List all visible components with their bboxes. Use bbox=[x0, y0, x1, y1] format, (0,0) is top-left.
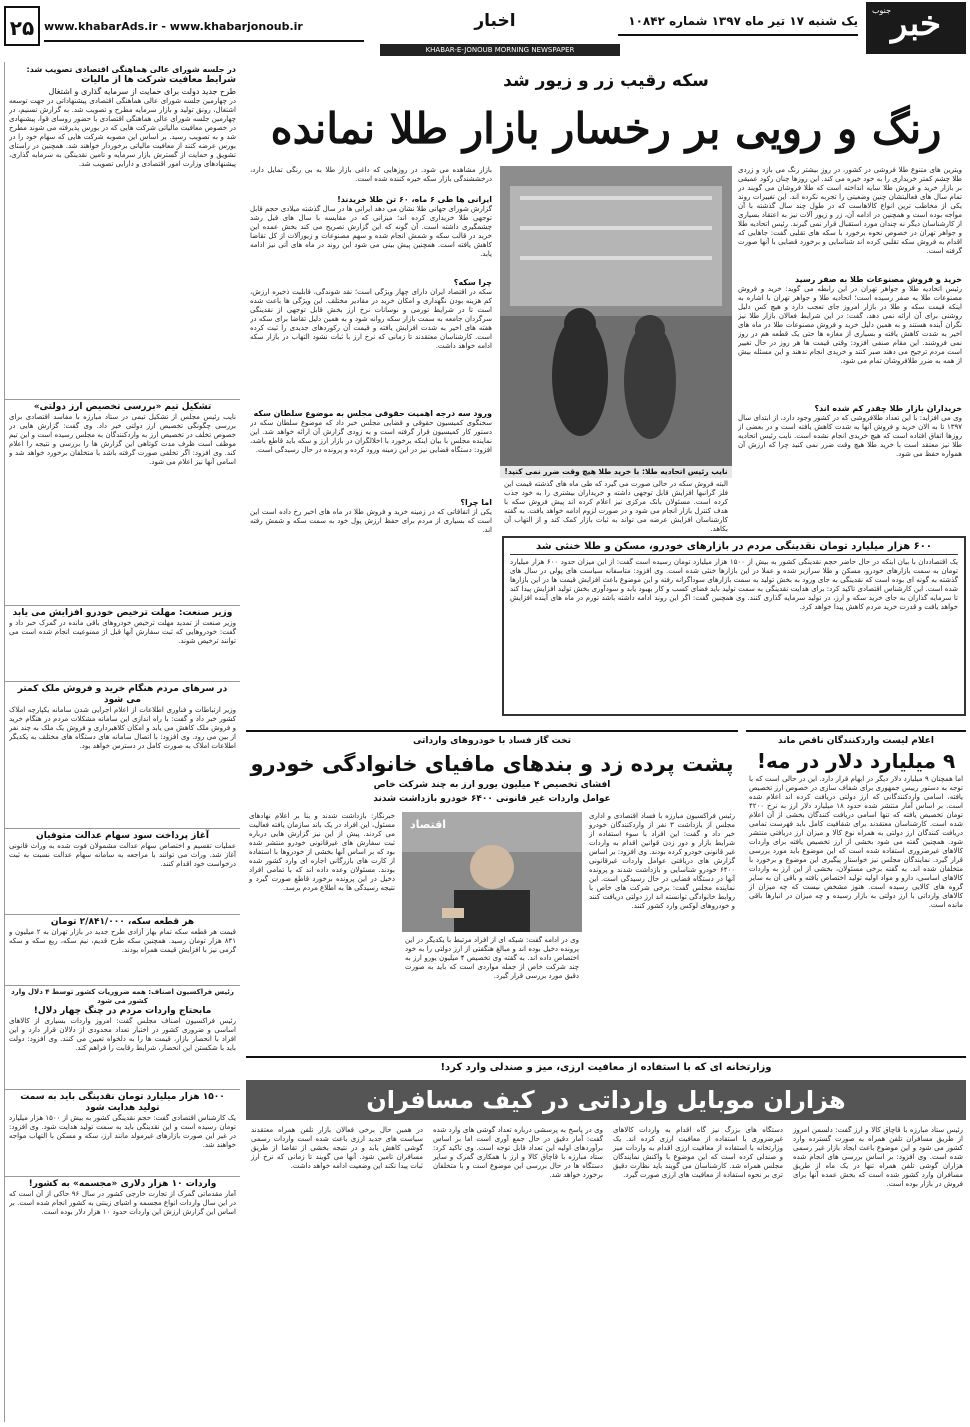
sidebar-article-7 bbox=[5, 985, 240, 1089]
page-number: ۲۵ bbox=[4, 6, 40, 46]
phone-col-2: دستگاه های بزرگ نیز گاه اقدام به واردات کالاهای غیرضروری با استفاده از معافیت ارزی کرده اند. یک وزارتخانه با استفاده از معافیت ارزی اقدام به واردات میز و صندلی کرده است که این موضوع با واکنش نمایندگان مجلس همراه شد. کارشناسان می گویند باید نظارت دقیق تری بر نحوه استفاده از معافیت های ارزی صورت گیرد. bbox=[613, 1126, 783, 1179]
article-title: در سرهای مردم هنگام خرید و فروش ملک کمتر می شود bbox=[17, 684, 228, 705]
date-line: یک شنبه ۱۷ تیر ماه ۱۳۹۷ شماره ۱۰۸۴۲ bbox=[618, 6, 858, 36]
sidebar-article-3 bbox=[5, 605, 240, 681]
article-body: گزارش شورای جهانی طلا نشان می دهد ایرانی ها در سال گذشته میلادی حجم قابل توجهی طلا خریداری کرده اند؛ میزانی که در مقایسه با سال های قبل رشد چشمگیری داشته است. آن گونه که این گزارش تصریح می کند بخش عمده این خرید در قالب سکه و شمش انجام شده و سهم مصنوعات و زیورآلات از کل تقاضا کاهش یافته است. همچنین پیش بینی می شود این روند در ماه های آتی نیز ادامه یابد. bbox=[250, 205, 492, 258]
dollar-story bbox=[746, 730, 966, 1050]
article-lead: رئیس فراکسیون اصناف: همه ضروریات کشور توسط ۴ دلال وارد کشور می شود bbox=[11, 988, 234, 1005]
gold-under-photo-text: البته فروش سکه در حالی صورت می گیرد که طی ماه های گذشته قیمت این فلز گرانبها افزایش قابل توجهی داشته و خریداران بیشتری را به خود جذب کرده است. مسئولان بانک مرکزی نیز اعلام کرده اند پیش فروش سکه با هدف کنترل بازار انجام می شود و در صورت لزوم ادامه خواهد یافت. به گفته کارشناسان افزایش عرضه می تواند به ثبات بازار کمک کند و از التهاب آن بکاهد. bbox=[504, 480, 728, 533]
article-body: عملیات تقسیم و اختصاص سهام عدالت مشمولان فوت شده به وراث قانونی آغاز شد. وراث می توانند با مراجعه به سامانه سهام عدالت نسبت به ثبت درخواست خود اقدام کنند. bbox=[9, 842, 236, 868]
article-body: رئیس اتحادیه طلا و جواهر تهران در این رابطه می گوید: خرید و فروش مصنوعات طلا به صفر رسیده است؛ اتحادیه طلا و جواهر تهران با اشاره به اینکه قیمت سکه و طلا در بازار امروز جای تعجب دارد و هیچ کس دلیل روشنی برای آن ارائه نمی دهد، گفت: در این شرایط فعالان بازار طلا نیز نگران آینده هستند و به همین دلیل خرید و فروش مصنوعات طلا در ماه های اخیر به شدت کاهش یافته و بسیاری از مغازه ها حتی یک قطعه هم در روز نمی فروشند. این مقام صنفی افزود: وقتی قیمت ها هر روز در حال تغییر است مردم ترجیح می دهند صبر کنند و خریدی انجام ندهند و این مسئله بیش از همه به ضرر طلافروشان تمام می شود. bbox=[738, 285, 962, 365]
article-subhead: چرا سکه؟ bbox=[453, 278, 492, 287]
article-body: رئیس فراکسیون اصناف مجلس گفت: امروز واردات بسیاری از کالاهای اساسی و ضروری کشور در اختیار تعداد محدودی از دلالان قرار دارد و این افراد با انحصار بازار، قیمت ها را به دلخواه تعیین می کنند. وی افزود: دولت باید با شکستن این انحصار، شرایط رقابت را فراهم کند. bbox=[9, 1017, 236, 1052]
phone-col-4: در همین حال برخی فعالان بازار تلفن همراه معتقدند سیاست های جدید ارزی باعث شده است واردات رسمی گوشی کاهش یابد و در نتیجه بخشی از تقاضا از طریق مسافران تامین شود. آنها می گویند تا زمانی که نرخ ارز ثبات پیدا نکند این وضعیت ادامه خواهد داشت. bbox=[251, 1126, 423, 1170]
gold-right-column bbox=[734, 166, 966, 518]
liquidity-headline: ۶۰۰ هزار میلیارد تومان نقدینگی مردم در بازارهای خودرو، مسکن و طلا خنثی شد bbox=[510, 541, 958, 555]
sidebar-article-2 bbox=[5, 399, 240, 605]
article-body: قیمت هر قطعه سکه تمام بهار آزادی طرح جدید در بازار تهران به ۲ میلیون و ۸۴۱ هزار تومان رسید. همچنین سکه طرح قدیم، نیم سکه، ربع سکه و سکه گرمی نیز با افزایش قیمت همراه بودند. bbox=[9, 928, 236, 954]
article-body: بازار مشاهده می شود. در روزهایی که داغی بازار طلا به بی رنگی تمایل دارد، درخششندگی بازار سکه خیره کننده شده است. bbox=[250, 166, 492, 183]
sidebar-article-6 bbox=[5, 914, 240, 985]
jewelry-shop-illustration bbox=[500, 166, 732, 466]
gold-kicker: سکه رقیب زر و زیور شد bbox=[503, 71, 709, 91]
article-subhead: ایرانی ها طی ۶ ماه، ۶۰ تن طلا خریدند! bbox=[337, 195, 492, 204]
liquidity-box bbox=[502, 536, 966, 716]
car-headline: پشت پرده زد و بندهای مافیای خانوادگی خودرو bbox=[250, 752, 734, 776]
car-kicker: تخت گاز فساد با خودروهای وارداتی bbox=[412, 736, 572, 746]
article-body: یکی از اتفاقاتی که در زمینه خرید و فروش طلا در ماه های اخیر رخ داده است این است که بسیاری از مردم برای حفظ ارزش پول خود به سمت سکه و شمش رفته اند. bbox=[250, 508, 492, 534]
dollar-body: اما همچنان ۹ میلیارد دلار دیگر در ابهام قرار دارد. این در حالی است که با توجه به دستور رییس جمهوری برای شفاف سازی در خصوص ارز تخصیص یافته، اسامی واردکنندگانی که ارز دولتی دریافت کرده اند اعلام شده است. بر اساس آمار منتشر شده حدود ۱۸ میلیارد دلار ارز به نرخ ۴۲۰۰ تومان تخصیص یافته که تنها اسامی دریافت کنندگان بخشی از آن اعلام شده است. کارشناسان معتقدند برای شفافیت کامل باید فهرست تمامی دریافت کنندگان ارز دولتی به همراه نوع کالا و میزان ارز دریافتی منتشر شود. همچنین گفته می شود بخشی از ارز تخصیص یافته برای واردات کالاهای غیرضروری استفاده شده است که این موضوع باید مورد بررسی قرار گیرد. نمایندگان مجلس نیز خواستار پیگیری این موضوع و برخورد با متخلفان شده اند. به گفته برخی مسئولان، بخشی از این ارز به واردات کالاهای اساسی، دارو و مواد اولیه تولید اختصاص یافته و باقی آن به سایر گروه های کالایی رسیده است. هنوز مشخص نیست که چه میزان از کالاهای وارداتی با ارز دولتی به بازار رسیده و چه میزان در انبارها باقی مانده است. bbox=[749, 775, 964, 909]
gold-headline: رنگ و رویی بر رخسار بازار طلا نمانده bbox=[270, 104, 942, 153]
article-title: هر قطعه سکه، ۲/۸۴۱/۰۰۰ تومان bbox=[50, 917, 195, 927]
article-title: تشکیل تیم «بررسی تخصیص ارز دولتی» bbox=[33, 402, 212, 412]
gold-shop-photo bbox=[500, 166, 732, 466]
article-body: سخنگوی کمیسیون حقوقی و قضایی مجلس خبر داد که موضوع سلطان سکه در دستور کار کمیسیون قرار گرفته است و به زودی گزارش آن ارائه خواهد شد. این نماینده مجلس با بیان اینکه برخورد با اخلالگران در بازار ارز و سکه باید قاطع باشد، افزود: دستگاه قضایی نیز در این زمینه ورود کرده و پرونده در حال رسیدگی است. bbox=[250, 419, 492, 454]
phone-headline: هزاران موبایل وارداتی در کیف مسافران bbox=[246, 1080, 966, 1120]
car-col-3: خبرنگار: بازداشت شدند و بنا بر اعلام نهادهای مسئول، این افراد در یک باند سازمان یافته فعالیت می کردند. پیش از این نیز گزارش هایی درباره ثبت سفارش های غیرقانونی خودرو منتشر شده بود که بر اساس آنها بخشی از خودروها با استفاده از کارت های بازرگانی اجاره ای وارد کشور شده بودند. مسئولان وعده داده اند که با تمامی افراد دخیل در این پرونده برخورد قاطع صورت گیرد و نتیجه رسیدگی ها به اطلاع مردم برسد. bbox=[249, 812, 395, 892]
section-title: اخبار bbox=[474, 11, 516, 31]
article-title: وزیر صنعت: مهلت ترخیص خودرو افزایش می یابد bbox=[12, 608, 233, 618]
article-title: شرایط معافیت شرکت ها از مالیات bbox=[81, 75, 236, 85]
article-body: نایب رئیس مجلس از تشکیل تیمی در ستاد مبارزه با مفاسد اقتصادی برای بررسی چگونگی تخصیص ارز دولتی خبر داد. وی گفت: گزارش هایی در خصوص تخلف در تخصیص ارز به واردکنندگان به مجلس رسیده است و این تیم موظف است ظرف مدت کوتاهی این گزارش ها را بررسی و نتیجه را اعلام کند. وی افزود: اگر تخلفی صورت گرفته باشد با متخلفان برخورد خواهد شد و اسامی آنها نیز اعلام می شود. bbox=[9, 413, 236, 466]
phone-col-3: وی در پاسخ به پرسشی درباره تعداد گوشی های وارد شده گفت: آمار دقیق در حال جمع آوری است اما بر اساس برآوردهای اولیه این تعداد قابل توجه است. وی تاکید کرد: ستاد مبارزه با قاچاق کالا و ارز با همکاری گمرک و سایر دستگاه ها در حال بررسی این موضوع است و با متخلفان برخورد خواهد شد. bbox=[433, 1126, 603, 1179]
car-story bbox=[246, 730, 738, 1050]
article-title: واردات ۱۰ هزار دلاری «مجسمه» به کشور! bbox=[28, 1179, 217, 1189]
article-body: در چهارمین جلسه شورای عالی هماهنگی اقتصادی پیشنهاداتی در جهت توسعه اشتغال، رونق تولید و بازار سرمایه مطرح و تصویب شد. به گزارش تسنیم، در چهارمین جلسه شورای عالی هماهنگی اقتصادی با حضور روسای قوا، پیشنهادی در خصوص معافیت مالیاتی شرکت هایی که در بورس پذیرفته می شوند مطرح شد و به تصویب رسید. بر اساس این مصوبه شرکت هایی که سهام خود را در بورس عرضه کنند از معافیت مالیاتی برخوردار خواهند شد. همچنین در راستای تشویق و حمایت از گسترش بازار سرمایه و تامین نقدینگی به سرمایه گذاری، پیشنهادهای وزارت امور اقتصادی و دارایی تصویب شد. bbox=[9, 97, 236, 168]
sidebar-article-9 bbox=[5, 1176, 240, 1252]
article-title: ۱۵۰۰ هزار میلیارد تومان نقدینگی باید به سمت تولید هدایت شود bbox=[20, 1092, 225, 1113]
photo-label: اقتصاد bbox=[410, 818, 447, 831]
site-urls: www.khabarAds.ir - www.khabarjonoub.ir bbox=[44, 12, 364, 42]
article-body: وی می افزاید: با این تعداد طلافروشی که در کشور وجود دارد، از ابتدای سال ۱۳۹۷ تا به الان خرید و فروش آنها به شدت کاهش یافته است و در بعضی از روزها اتفاق افتاده است که هیچ خریدی انجام نشده است. نایب رئیس اتحادیه طلا نیز معتقد است با خرید طلا هیچ وقت ضرر نمی کنید چرا که ارزش آن همواره حفظ می شود. bbox=[738, 414, 962, 458]
article-title: آغاز پرداخت سود سهام عدالت متوفیان bbox=[36, 831, 209, 841]
article-lead: در جلسه شورای عالی هماهنگی اقتصادی تصویب شد: bbox=[26, 65, 236, 74]
sidebar-article-4 bbox=[5, 681, 240, 828]
article-body: ویترین های متنوع طلا فروشی در کشور، در روزِ بیشتر رنگ می بازد و زردی طلا چشم کمتر خریداری را به خود خیره می کند. این روزها چنان رکود عمیقی بر بازار خرید و فروش طلا سایه انداخته است که طلا فروشان می گویند در تمام سال های فعالیتشان چنین وضعیتی را تجربه نکرده اند. این تغییرات روند یکی از مخاطب ترین انواع کالاهاست که در طول چند سال گذشته با آن مواجه بوده است و همچنین در ادامه آن، زر و زیور آلات نیز به اعتقاد بسیاری از کارشناسان دیگر نه چندان مورد استقبال قرار نمی گیرند. رئیس اتحادیه طلا و جواهر تهران در خصوص نحوه برخورد با سکه های تقلبی گفت: جاهایی که اقدام به فروش سکه تقلبی کرده اند شناسایی و برخورد قضایی با آنها صورت گرفته است. bbox=[738, 166, 962, 255]
gold-story bbox=[246, 62, 966, 722]
left-sidebar bbox=[4, 62, 240, 1422]
dollar-kicker: اعلام لیست واردکنندگان ناقص ماند bbox=[778, 736, 934, 746]
logo-subtext: جنوب bbox=[872, 6, 892, 15]
gold-left-column bbox=[246, 166, 496, 722]
article-subhead: اما چرا؟ bbox=[460, 498, 492, 507]
car-col-1: رئیس فراکسیون مبارزه با فساد اقتصادی و اداری مجلس از بازداشت ۳ نفر از واردکنندگان خودرو خبر داد و گفت: این افراد با سوء استفاده از شرایط بازار و دور زدن قوانین اقدام به واردات غیر قانونی خودرو کرده بودند. وی افزود: بر اساس گزارش های دریافتی عوامل واردات غیرقانونی ۶۴۰۰ خودرو شناسایی و بازداشت شدند و پرونده آنها در دستگاه قضایی در حال رسیدگی است. این نماینده مجلس گفت: برخی شرکت های خاص با روابط خانوادگی توانسته اند ارز دولتی دریافت کنند و خودروهای لوکس وارد کشور کنند. bbox=[589, 812, 735, 910]
article-body: یک کارشناس اقتصادی گفت: حجم نقدینگی کشور به بیش از ۱۵۰۰ هزار میلیارد تومان رسیده است و این نقدینگی باید به سمت تولید هدایت شود. وی افزود: در غیر این صورت بازارهای غیرمولد مانند ارز، سکه و مسکن با التهاب مواجه خواهند شد. bbox=[9, 1114, 236, 1149]
car-col-2: وی در ادامه گفت: شبکه ای از افراد مرتبط با یکدیگر در این پرونده دخیل بوده اند و مبالغ هنگفتی از ارز دولتی را به خود اختصاص داده اند. به گفته وی تخصیص ۴ میلیون یورو ارز به چند شرکت خاص از جمله مواردی است که باید به صورت دقیق مورد بررسی قرار گیرد. bbox=[405, 936, 579, 980]
article-body: آمار مقدماتی گمرک از تجارت خارجی کشور در سال ۹۶ حاکی از آن است که در این سال واردات انواع مجسمه و اشیای زینتی به کشور انجام شده است. بر اساس این گزارش ارزش این واردات حدود ۱۰ هزار دلار بوده است. bbox=[9, 1190, 236, 1216]
phone-story bbox=[246, 1056, 966, 1422]
article-body: وزیر ارتباطات و فناوری اطلاعات از اعلام اجرایی شدن سامانه یکپارچه املاک کشور خبر داد و گفت: با راه اندازی این سامانه مشکلات مردم در هنگام خرید و فروش ملک کاهش می یابد و امکان کلاهبرداری و فروش یک ملک به چند نفر از بین می رود. وی افزود: با اتصال سامانه های دستگاه های مختلف به یکدیگر اطلاعات املاک به صورت کامل در دسترس خواهد بود. bbox=[9, 706, 236, 750]
article-subhead: خرید و فروش مصنوعات طلا به صفر رسید bbox=[795, 275, 962, 284]
masthead bbox=[0, 0, 970, 56]
car-official-photo bbox=[402, 812, 582, 932]
logo bbox=[866, 2, 966, 54]
logo-text: خبر bbox=[890, 4, 942, 44]
gold-photo-caption: نایب رئیس اتحادیه طلا: با خرید طلا هیچ وقت ضرر نمی کنید! bbox=[500, 466, 732, 478]
liquidity-body: یک اقتصاددان با بیان اینکه در حال حاضر حجم نقدینگی کشور به بیش از ۱۵۰۰ هزار میلیارد تومان رسیده است گفت: از این میزان حدود ۶۰۰ هزار میلیارد تومان به سمت بازارهای خودرو، مسکن و طلا سرازیر شده و عملا در این بازارها خنثی شده است. وی افزود: متاسفانه سیاست های پولی در سال های گذشته به گونه ای بوده است که نقدینگی به جای ورود به بخش تولید به سمت بازارهای سوداگرانه رفته و این موضوع باعث افزایش قیمت ها در این بازارها شده است. این کارشناس اقتصادی تاکید کرد: برای هدایت نقدینگی به سمت تولید باید فضای کسب و کار بهبود یابد و سودآوری بخش تولید افزایش پیدا کند تا سرمایه گذاران به جای خرید سکه و ارز، در تولید سرمایه گذاری کنند. وی همچنین گفت: اگر این روند ادامه داشته باشد تورم در ماه های آینده افزایش خواهد یافت و قدرت خرید مردم کاهش پیدا خواهد کرد. bbox=[510, 558, 958, 611]
dollar-headline: ۹ میلیارد دلار در مه! bbox=[756, 749, 956, 773]
phone-kicker: وزارتخانه ای که با استفاده از معافیت ارزی، میز و صندلی وارد کرد! bbox=[440, 1062, 772, 1073]
sidebar-article-8 bbox=[5, 1089, 240, 1176]
article-title: مابحتاج واردات مردم در چنگ چهار دلال! bbox=[33, 1006, 212, 1016]
article-body: سکه در اقتصاد ایران دارای چهار ویژگی است؛ نقد شوندگی، قابلیت ذخیره ارزش، کم هزینه بودن نگهداری و امکان خرید در مقادیر مختلف. این ویژگی ها باعث شده است تا در شرایط تورمی و نوسانات نرخ ارز بخش قابل توجهی از نقدینگی سرگردان جامعه به سمت بازار سکه روانه شود و به همین دلیل تقاضا برای سکه در هفته های اخیر به شدت افزایش یافته و قیمت آن رکوردهای جدیدی را ثبت کرده است. کارشناسان معتقدند تا زمانی که نرخ ارز با ثبات نشود التهاب در بازار سکه ادامه خواهد داشت. bbox=[250, 288, 492, 350]
english-name: KHABAR-E-JONOUB MORNING NEWSPAPER bbox=[380, 44, 620, 56]
car-subhead-1: افشای تخصیص ۴ میلیون یورو ارز به چند شرکت خاص bbox=[373, 780, 611, 790]
phone-col-1: رئیس ستاد مبارزه با قاچاق کالا و ارز گفت: دلسمن امروز از طریق مسافران تلفن همراه به صورت گسترده وارد کشور می شود و این موضوع باعث ایجاد بازار غیر رسمی شده است. وی افزود: بر اساس بررسی های انجام شده هزاران گوشی تلفن همراه تنها در یک ماه از طریق مسافران وارد کشور شده است که بخش عمده آنها برای فروش در بازار بوده است. bbox=[793, 1126, 963, 1188]
article-body: وزیر صنعت از تمدید مهلت ترخیص خودروهای باقی مانده در گمرک خبر داد و گفت: خودروهایی که ثبت سفارش آنها قبل از ممنوعیت انجام شده است می توانند ترخیص شوند. bbox=[9, 619, 236, 645]
article-subhead: خریداران بازار طلا چقدر کم شده اند؟ bbox=[814, 404, 962, 413]
sidebar-article-5 bbox=[5, 828, 240, 914]
article-subhead: ورود سه درجه اهمیت حقوقی مجلس به موضوع سلطان سکه bbox=[253, 409, 492, 418]
car-subhead-2: عوامل واردات غیر قانونی ۶۴۰۰ خودرو بازداشت شدند bbox=[373, 794, 611, 804]
sidebar-article-1 bbox=[5, 62, 240, 399]
article-subtitle: طرح جدید دولت برای حمایت از سرمایه گذاری و اشتغال bbox=[48, 87, 236, 96]
